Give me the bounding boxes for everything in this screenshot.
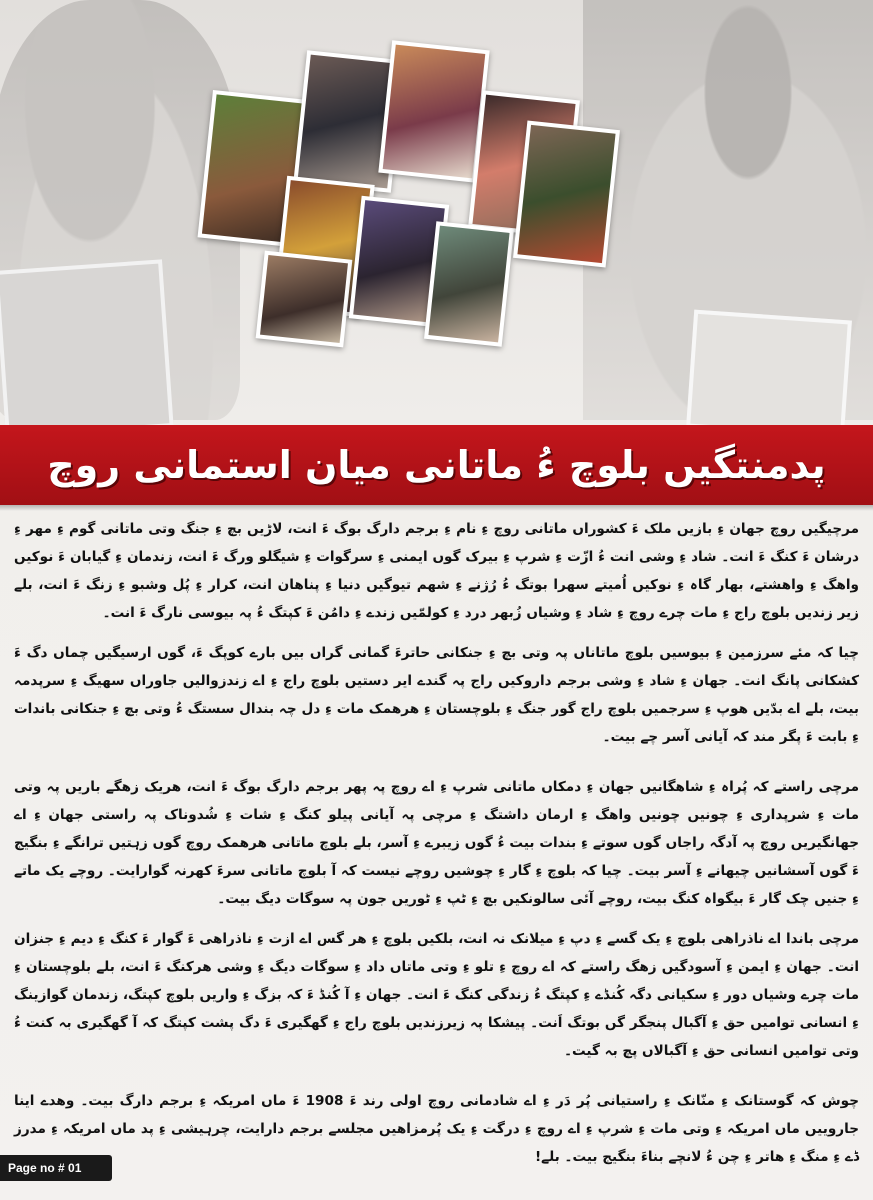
collage-photo (378, 40, 489, 183)
paragraph: مرچی راستے کہ پُراہ ءِ شاھگانیں جھان ءِ دمکاں ماتانی شرپ ءِ اے روچ پہ پھر برجم دارگ بوگ ءَ انت، ھریک زھگے باریں پہ وتی مات ءِ شرپداری ءِ چونیں چونیں واھگ ءِ ارمان داشتگ ءِ مرچی پہ آیانی پیلو کنگ ءِ شات ءِ شُدوناک پہ راستی جھان ءِ اے جھانگیریں روچ پہ آدگہ راجاں گوں سوتے ءِ بندات بیت ءُ گوں زیبرے ءِ آسر، بلے بلوچ ماتانی ھرھمک روچ گوں زہتیں ترانگے ءِ بنگیج ءَ گوں آسشانیں چیھانے ءِ آسر بیت۔ چیا کہ بلوچ ءِ گار ءِ چوشیں روچے نیست کہ آ بلوچ ماتانی سرءَ کھرنہ گوارایت۔ روچے یک ماتے ءِ جنیں چک گار ءَ بیگواہ کنگ بیت، روچے آئی سالونکیں بچ ءِ ٹپ ءِ ٹوریں جون پہ سوگات دیگ بیت۔ (14, 779, 859, 907)
collage-photo (424, 221, 514, 347)
collage-photo (513, 121, 620, 268)
background-held-photo-right (686, 310, 852, 439)
paragraph: چوش کہ گوستانک ءِ منّانک ءِ راستیانی پُر دَر ءِ اے شادمانی روچ اولی رند ءَ 1908 ءَ ماں امریکہ ءِ برجم دارگ بیت۔ وھدے اینا جاروییں ماں امریکہ ءِ وتی مات ءِ شرپ ءِ اے روچ ءِ درگت ءِ یک پُرمزاھیں مجلسے برجم دارایت، چرہیشی ءِ پد ماں امریکہ ءِ مدرز ڈے ءِ منگ ءِ ھاتر ءِ چن ءُ لانچے بناءَ بنگیج بیت۔ بلے! (14, 1093, 859, 1165)
paragraph: مرچیگیں روچ جھان ءِ بازیں ملک ءَ کشوراں ماتانی روچ ءِ نام ءِ برجم دارگ بوگ ءَ انت، لاڑیں بچ ءِ جنگ وتی ماتانی گوم ءِ مھر ءِ درشان ءَ کنگ ءَ انت۔ شاد ءِ وشی انت ءُ ازّت ءِ شرپ ءِ بیرک گوں ایمنی ءِ سرگوات ءِ شیگلو ورگ ءَ انت، زندمان ءِ گیابان ءَ نوکیں واھگ ءِ واھشتے، بھار گاہ ءِ نوکیں اُمیتے سھرا بوتگ ءُ رُژنے ءِ شھم تیوگیں دنیا ءِ پناھان انت، کرار ءِ پُل وشبو ءِ زنگ ءَ انت، بلے زیر زندیں بلوچ راج ءِ مات چرے روچ ءِ شاد ءِ وشیاں زُبھر درد ءِ کولمّیں زندے ءِ دامُن ءَ کپتگ ءُ پہ بیوسی نارگ ءَ انت۔ (14, 521, 859, 621)
page-title: پدمنتگیں بلوچ ءُ ماتانی میان استمانی روچ (47, 443, 826, 487)
photo-collage (205, 40, 620, 350)
background-held-photo-left (0, 259, 174, 438)
page-number: Page no # 01 (0, 1155, 112, 1181)
article-body (14, 515, 859, 1165)
paragraph: مرچی باندا اے ناذراھی بلوچ ءِ یک گسے ءِ دپ ءِ میلانک نہ انت، بلکیں بلوچ ءِ ھر گس اے ازت ءِ ناذراھی ءَ گوار ءَ کنگ ءِ دیم ءِ جنزان انت۔ جھان ءِ ایمن ءِ آسودگیں زھگ راستے کہ اے روچ ءِ تلو ءِ وتی ماتاں داد ءِ سوگات دیگ ءِ وشی ھرکنگ ءَ انت، بلے بلوچستان ءِ مات چرے وشیاں دور ءِ سکیانی دگہ کُنڈے ءِ کپتگ ءُ زندگی کنگ ءَ انت۔ جھان ءِ آ کُنڈ ءَ کہ بزگ ءِ واریں بلوچ کپتگ، زندمان گوازینگ ءِ انسانی توامیں حق ءِ آگبال پنجگر گں بوتگ اَنت۔ پیشکا پہ زیرزندیں بلوچ راج ءِ گھگیری ءَ دگ پشت کپتگ کہ آ گھگیری بہ کنت ءُ وتی توامیں انسانی حق ءِ آگبالاں پچ بہ گیت۔ (14, 931, 859, 1059)
title-banner-shadow (0, 505, 873, 511)
paragraph: چیا کہ مئے سرزمین ءِ بیوسیں بلوچ ماتاناں پہ وتی بچ ءِ جنکانی حاترءَ گمانی گراں بیں بارے کوپگ ءَ، گوں ارسیگیں چماں دگ ءَ کشکانی پانگ انت۔ جھان ءِ شاد ءِ وشی برجم داروکیں راج پہ گندے ایر دستیں بلوچ راج ءِ اے زندزوالیں جاوراں سھیگ ءِ سرپدمہ بیت، بلے اے بدّیں ھوپ ءِ سرجمیں بلوچ راج گور جنگ ءِ بلوچستان ءِ ھرھمک مات ءِ دل چہ بندال سستگ ءُ وتی بچ ءِ جنکانی باندات ءِ بابت ءَ پگر مند کہ آیانی آسر چے بیت۔ (14, 645, 859, 745)
collage-photo (256, 251, 353, 348)
